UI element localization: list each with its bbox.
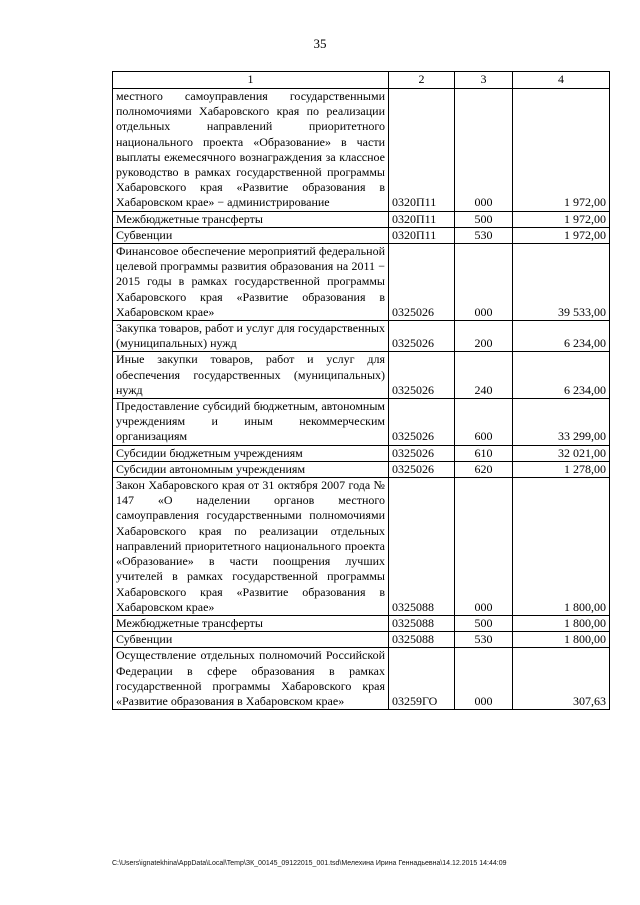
table-row	[113, 445, 610, 461]
column-header-1: 1	[113, 72, 389, 89]
row-target-code: 0325026	[389, 321, 455, 352]
row-expense-type: 530	[455, 227, 513, 243]
budget-table	[112, 71, 610, 710]
row-description: Предоставление субсидий бюджетным, автономным учреждениям и иным некоммерческим организациям	[113, 399, 389, 446]
footer-file-path: C:\Users\ignatekhina\AppData\Local\Temp\ЗК_00145_09122015_001.tsd\Мелехина Ирина Геннадьевна\14.12.2015 14:44:09	[112, 860, 507, 867]
table-row	[113, 478, 610, 616]
row-target-code: 0325088	[389, 478, 455, 616]
row-target-code: 0325026	[389, 244, 455, 321]
row-description: Субсидии автономным учреждениям	[113, 461, 389, 477]
row-amount: 1 278,00	[513, 461, 610, 477]
row-expense-type: 500	[455, 615, 513, 631]
row-expense-type: 530	[455, 632, 513, 648]
row-description: Межбюджетные трансферты	[113, 211, 389, 227]
row-amount: 1 800,00	[513, 632, 610, 648]
row-amount: 1 972,00	[513, 89, 610, 212]
row-target-code: 0320П11	[389, 227, 455, 243]
row-expense-type: 620	[455, 461, 513, 477]
row-target-code: 0325088	[389, 632, 455, 648]
row-amount: 39 533,00	[513, 244, 610, 321]
row-amount: 1 972,00	[513, 227, 610, 243]
row-target-code: 0325026	[389, 399, 455, 446]
column-header-2: 2	[389, 72, 455, 89]
column-header-3: 3	[455, 72, 513, 89]
row-amount: 6 234,00	[513, 321, 610, 352]
row-description: Субвенции	[113, 632, 389, 648]
table-row	[113, 211, 610, 227]
row-amount: 33 299,00	[513, 399, 610, 446]
row-target-code: 03259ГО	[389, 648, 455, 710]
row-amount: 6 234,00	[513, 352, 610, 399]
table-row	[113, 89, 610, 212]
table-row	[113, 615, 610, 631]
row-amount: 307,63	[513, 648, 610, 710]
row-description: Субвенции	[113, 227, 389, 243]
table-header-row	[113, 72, 610, 89]
row-target-code: 0320П11	[389, 89, 455, 212]
row-target-code: 0325088	[389, 615, 455, 631]
column-header-4: 4	[513, 72, 610, 89]
table-row	[113, 399, 610, 446]
table-row	[113, 632, 610, 648]
row-target-code: 0325026	[389, 445, 455, 461]
table-row	[113, 352, 610, 399]
row-expense-type: 000	[455, 478, 513, 616]
page-number: 35	[313, 36, 327, 51]
row-expense-type: 000	[455, 648, 513, 710]
row-description: Закон Хабаровского края от 31 октября 2007 года № 147 «О наделении органов местного самоуправления государственными полномочиями Хабаровского края по реализации отдельных направлений приоритетного национального проекта «Образование» в части поощрения лучших учителей в рамках государственной программы Хабаровского края «Развитие образования в Хабаровском крае»	[113, 478, 389, 616]
row-target-code: 0325026	[389, 461, 455, 477]
row-expense-type: 610	[455, 445, 513, 461]
row-expense-type: 500	[455, 211, 513, 227]
row-description: местного самоуправления государственными полномочиями Хабаровского края по реализации отдельных направлений приоритетного национального проекта «Образование» в части выплаты ежемесячного вознаграждения за классное руководство в рамках государственной программы Хабаровского края «Развитие образования в Хабаровском крае» − администрирование	[113, 89, 389, 212]
row-amount: 1 800,00	[513, 478, 610, 616]
row-description: Закупка товаров, работ и услуг для государственных (муниципальных) нужд	[113, 321, 389, 352]
row-amount: 1 972,00	[513, 211, 610, 227]
row-description: Субсидии бюджетным учреждениям	[113, 445, 389, 461]
table-body	[113, 89, 610, 710]
table-row	[113, 461, 610, 477]
row-expense-type: 000	[455, 89, 513, 212]
row-amount: 1 800,00	[513, 615, 610, 631]
table-row	[113, 648, 610, 710]
row-description: Иные закупки товаров, работ и услуг для обеспечения государственных (муниципальных) нужд	[113, 352, 389, 399]
row-target-code: 0320П11	[389, 211, 455, 227]
row-expense-type: 600	[455, 399, 513, 446]
table-row	[113, 244, 610, 321]
row-amount: 32 021,00	[513, 445, 610, 461]
table-row	[113, 321, 610, 352]
row-expense-type: 000	[455, 244, 513, 321]
table-row	[113, 227, 610, 243]
row-expense-type: 200	[455, 321, 513, 352]
row-target-code: 0325026	[389, 352, 455, 399]
row-description: Межбюджетные трансферты	[113, 615, 389, 631]
row-description: Осуществление отдельных полномочий Российской Федерации в сфере образования в рамках государственной программы Хабаровского края «Развитие образования в Хабаровском крае»	[113, 648, 389, 710]
row-description: Финансовое обеспечение мероприятий федеральной целевой программы развития образования на 2011 − 2015 годы в рамках государственной программы Хабаровского края «Развитие образования в Хабаровском крае»	[113, 244, 389, 321]
row-expense-type: 240	[455, 352, 513, 399]
